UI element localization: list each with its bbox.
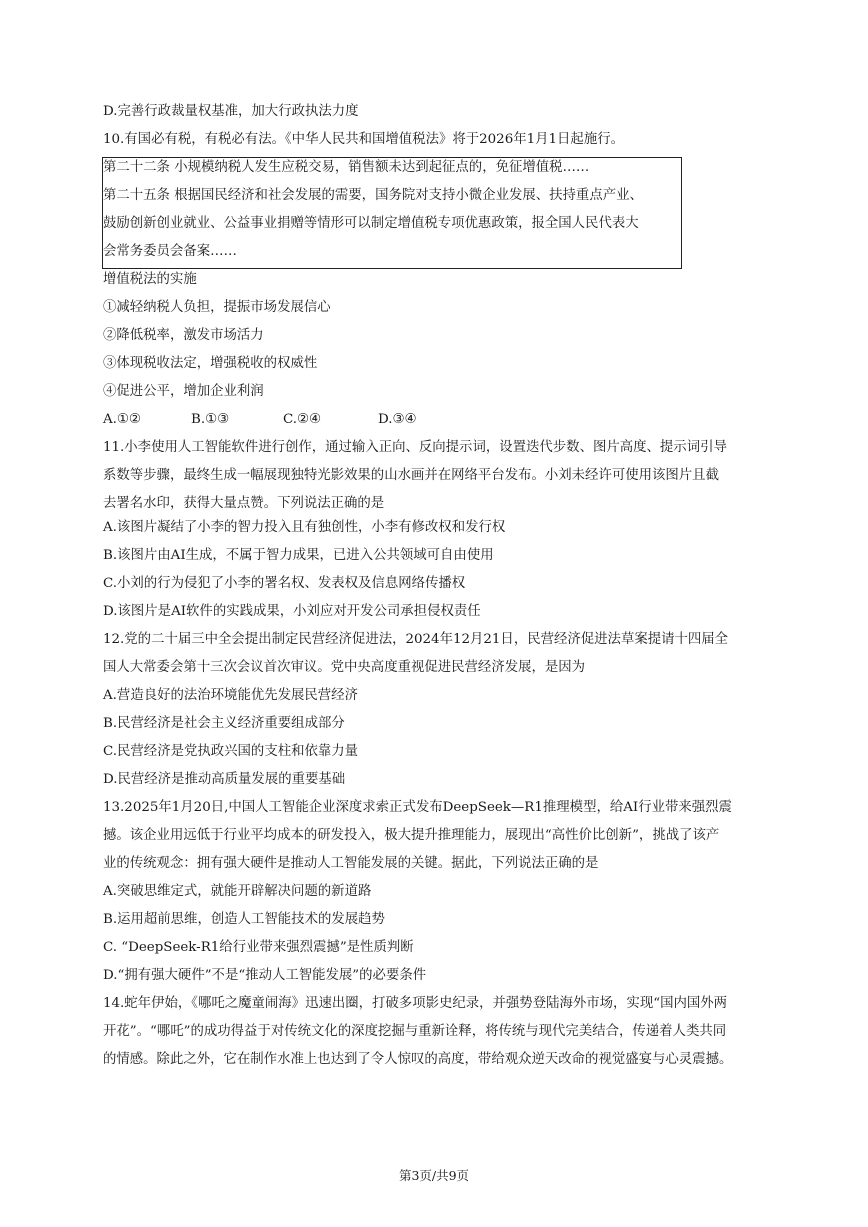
q12-option-a: A.营造良好的法治环境能优先发展民营经济: [103, 688, 358, 703]
q13-stem-line2: 撼。该企业用远低于行业平均成本的研发投入，极大提升推理能力，展现出“高性价比创新”，挑战了该产: [103, 828, 720, 843]
q10-option-c: C.②④: [283, 412, 322, 427]
q13-option-a: A.突破思维定式，就能开辟解决问题的新道路: [103, 884, 372, 899]
q10-statement-3: ③体现税收法定，增强税收的权威性: [103, 356, 318, 371]
q13-option-d: D.“拥有强大硬件”不是“推动人工智能发展”的必要条件: [103, 968, 427, 983]
statute-article-25-line3: 会常务委员会备案……: [103, 244, 237, 259]
q13-option-c: C. “DeepSeek-R1给行业带来强烈震撼”是性质判断: [103, 940, 414, 955]
q14-stem-line3: 的情感。除此之外，它在制作水准上也达到了令人惊叹的高度，带给观众逆天改命的视觉盛宴与心灵震撼。: [103, 1052, 733, 1067]
q14-stem-line2: 开花”。“哪吒”的成功得益于对传统文化的深度挖掘与重新诠释，将传统与现代完美结合，传递着人类共同: [103, 1024, 727, 1039]
q12-stem-line1: 12.党的二十届三中全会提出制定民营经济促进法，2024年12月21日，民营经济促进法草案提请十四届全: [103, 632, 729, 647]
q9-option-d: D.完善行政裁量权基准，加大行政执法力度: [103, 104, 359, 119]
q10-statement-1: ①减轻纳税人负担，提振市场发展信心: [103, 300, 331, 315]
q10-option-d: D.③④: [378, 412, 417, 427]
statute-article-25-line1: 第二十五条 根据国民经济和社会发展的需要，国务院对支持小微企业发展、扶持重点产业、: [103, 188, 643, 203]
q12-stem-line2: 国人大常委会第十三次会议首次审议。党中央高度重视促进民营经济发展，是因为: [103, 660, 586, 675]
q11-stem-line1: 11.小李使用人工智能软件进行创作，通过输入正向、反向提示词，设置迭代步数、图片高度、提示词引导: [103, 440, 727, 455]
q14-stem-line1: 14.蛇年伊始，《哪吒之魔童闹海》迅速出圈，打破多项影史纪录，并强势登陆海外市场，实现“国内国外两: [103, 996, 728, 1011]
q10-option-a: A.①②: [103, 412, 141, 427]
statute-article-22: 第二十二条 小规模纳税人发生应税交易，销售额未达到起征点的，免征增值税……: [103, 160, 590, 175]
q13-stem-line1: 13.2025年1月20日,中国人工智能企业深度求索正式发布DeepSeek—R1推理模型，给AI行业带来强烈震: [103, 800, 732, 815]
q10-stem: 10.有国必有税，有税必有法。《中华人民共和国增值税法》将于2026年1月1日起施行。: [103, 132, 624, 147]
q13-stem-line3: 业的传统观念：拥有强大硬件是推动人工智能发展的关键。据此，下列说法正确的是: [103, 856, 599, 871]
q10-option-b: B.①③: [191, 412, 230, 427]
q13-option-b: B.运用超前思维，创造人工智能技术的发展趋势: [103, 912, 385, 927]
q10-lead: 增值税法的实施: [103, 272, 197, 287]
q11-option-b: B.该图片由AI生成，不属于智力成果，已进入公共领域可自由使用: [103, 548, 494, 563]
q11-option-d: D.该图片是AI软件的实践成果，小刘应对开发公司承担侵权责任: [103, 604, 481, 619]
q10-statement-4: ④促进公平，增加企业利润: [103, 384, 264, 399]
page-number: 第3页/共9页: [398, 1168, 470, 1183]
q11-stem-line2: 系数等步骤，最终生成一幅展现独特光影效果的山水画并在网络平台发布。小刘未经许可使用该图片且截: [103, 468, 719, 483]
q11-stem-line3: 去署名水印，获得大量点赞。下列说法正确的是: [103, 496, 385, 511]
q12-option-b: B.民营经济是社会主义经济重要组成部分: [103, 716, 345, 731]
q11-option-c: C.小刘的行为侵犯了小李的署名权、发表权及信息网络传播权: [103, 576, 466, 591]
q12-option-c: C.民营经济是党执政兴国的支柱和依靠力量: [103, 744, 359, 759]
statute-article-25-line2: 鼓励创新创业就业、公益事业捐赠等情形可以制定增值税专项优惠政策，报全国人民代表大: [103, 216, 639, 231]
q12-option-d: D.民营经济是推动高质量发展的重要基础: [103, 772, 346, 787]
q11-option-a: A.该图片凝结了小李的智力投入且有独创性，小李有修改权和发行权: [103, 520, 506, 535]
q10-statement-2: ②降低税率，激发市场活力: [103, 328, 264, 343]
q10-options: [103, 410, 417, 430]
